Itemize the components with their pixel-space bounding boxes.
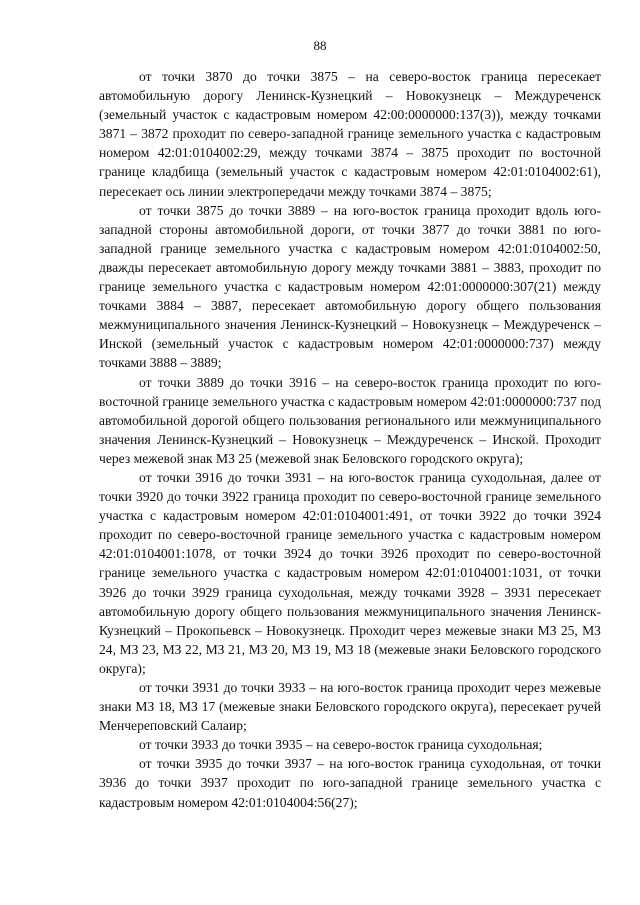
page-number: 88 — [313, 38, 327, 53]
paragraph-3935-3937: от точки 3935 до точки 3937 – на юго-восток граница суходольная, от точки 3936 до точки 3937 проходит по юго-западной границе земельного участка с кадастровым номером 42:01:0104004:56(27); — [99, 756, 601, 810]
document-body — [99, 67, 601, 812]
paragraph-3870-3875: от точки 3870 до точки 3875 – на северо-восток граница пересекает автомобильную дорогу Ленинск-Кузнецкий – Новокузнецк – Междуреченск (земельный участок с кадастровым номером 42:00:0000000:137(3)), между точками 3871 – 3872 проходит по северо-западной границе земельного участка с кадастровым номером 42:01:0104002:29, между точками 3874 – 3875 проходит по восточной границе кладбища (земельный участок с кадастровым номером 42:01:0104002:61), пересекает ось линии электропередачи между точками 3874 – 3875; — [99, 69, 601, 199]
paragraph-3933-3935: от точки 3933 до точки 3935 – на северо-восток граница суходольная; — [139, 737, 543, 753]
paragraph-3916-3931: от точки 3916 до точки 3931 – на юго-восток граница суходольная, далее от точки 3920 до точки 3922 граница проходит по северо-восточной границе земельного участка с кадастровым номером 42:01:0104001:491, от точки 3922 до точки 3924 проходит по северо-восточной границе земельного участка с кадастровым номером 42:01:0104001:1078, от точки 3924 до точки 3926 проходит по северо-восточной границе земельного участка с кадастровым номером 42:01:0104001:1031, от точки 3926 до точки 3929 граница суходольная, между точками 3928 – 3931 пересекает автомобильную дорогу общего пользования межмуниципального значения Ленинск-Кузнецкий – Прокопьевск – Новокузнецк. Проходит через межевые знаки МЗ 25, МЗ 24, МЗ 23, МЗ 22, МЗ 21, МЗ 20, МЗ 19, МЗ 18 (межевые знаки Беловского городского округа); — [99, 469, 601, 676]
paragraph-3875-3889: от точки 3875 до точки 3889 – на юго-восток граница проходит вдоль юго-западной стороны автомобильной дороги, от точки 3877 до точки 3881 по юго-западной границе земельного участка с кадастровым номером 42:01:0104002:50, дважды пересекает автомобильную дорогу между точками 3881 – 3883, проходит по границе земельного участка с кадастровым номером 42:01:0000000:307(21) между точками 3884 – 3887, пересекает автомобильную дорогу общего пользования межмуниципального значения Ленинск-Кузнецкий – Новокузнецк – Междуреченск – Инской (земельный участок с кадастровым номером 42:01:0000000:737) между точками 3888 – 3889; — [99, 202, 601, 371]
paragraph-3931-3933: от точки 3931 до точки 3933 – на юго-восток граница проходит через межевые знаки МЗ 18, МЗ 17 (межевые знаки Беловского городского округа), пересекает ручей Менчереповский Салаир; — [99, 680, 601, 734]
paragraph-3889-3916: от точки 3889 до точки 3916 – на северо-восток граница проходит по юго-восточной границе земельного участка с кадастровым номером 42:01:0000000:737 под автомобильной дорогой общего пользования регионального или межмуниципального значения Ленинск-Кузнецкий – Новокузнецк – Междуреченск – Инской. Проходит через межевой знак МЗ 25 (межевой знак Беловского городского округа); — [99, 374, 601, 466]
